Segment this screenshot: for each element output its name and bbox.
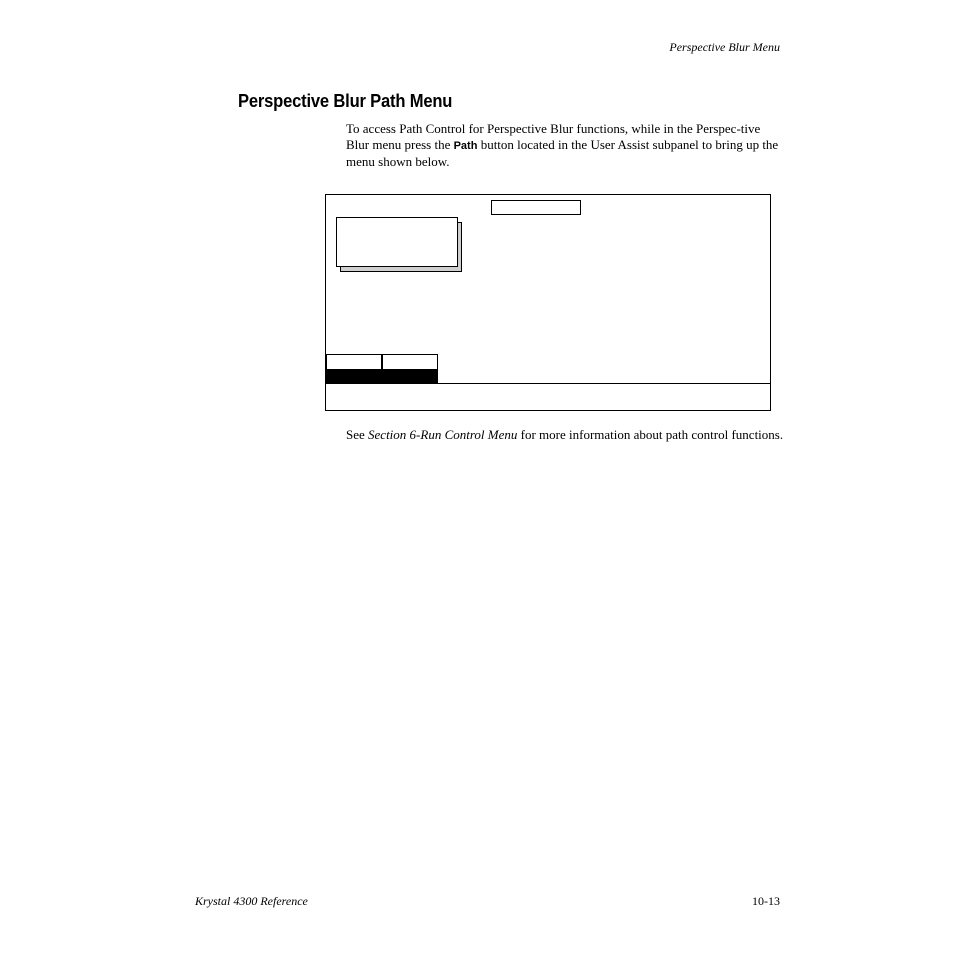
see-also-reference: Section 6-Run Control Menu <box>368 427 518 442</box>
intro-text-after: button located in the User Assist subpanel to bring up the menu shown below. <box>346 137 779 169</box>
menu-title-field <box>491 200 581 215</box>
softkey-2-fill <box>383 369 437 383</box>
path-button-name: Path <box>453 140 478 152</box>
intro-text-before: To access Path Control for Perspective Blur functions, while in the Perspec-tive Blur menu press the <box>346 121 761 152</box>
running-head: Perspective Blur Menu <box>669 40 780 54</box>
softkey-2[interactable] <box>382 354 438 383</box>
popup-box <box>336 217 458 267</box>
footer-manual-title: Krystal 4300 Reference <box>195 894 308 908</box>
see-also-paragraph <box>346 427 784 443</box>
see-also-prefix: See <box>346 427 369 442</box>
intro-paragraph <box>346 121 784 170</box>
see-also-suffix: for more information about path control functions. <box>517 427 784 442</box>
path-menu-screenshot <box>325 194 771 411</box>
softkey-1-fill <box>327 369 381 383</box>
softkey-1[interactable] <box>326 354 382 383</box>
menu-divider <box>326 383 770 384</box>
footer-page-number: 10-13 <box>752 894 780 908</box>
section-heading: Perspective Blur Path Menu <box>238 91 453 111</box>
